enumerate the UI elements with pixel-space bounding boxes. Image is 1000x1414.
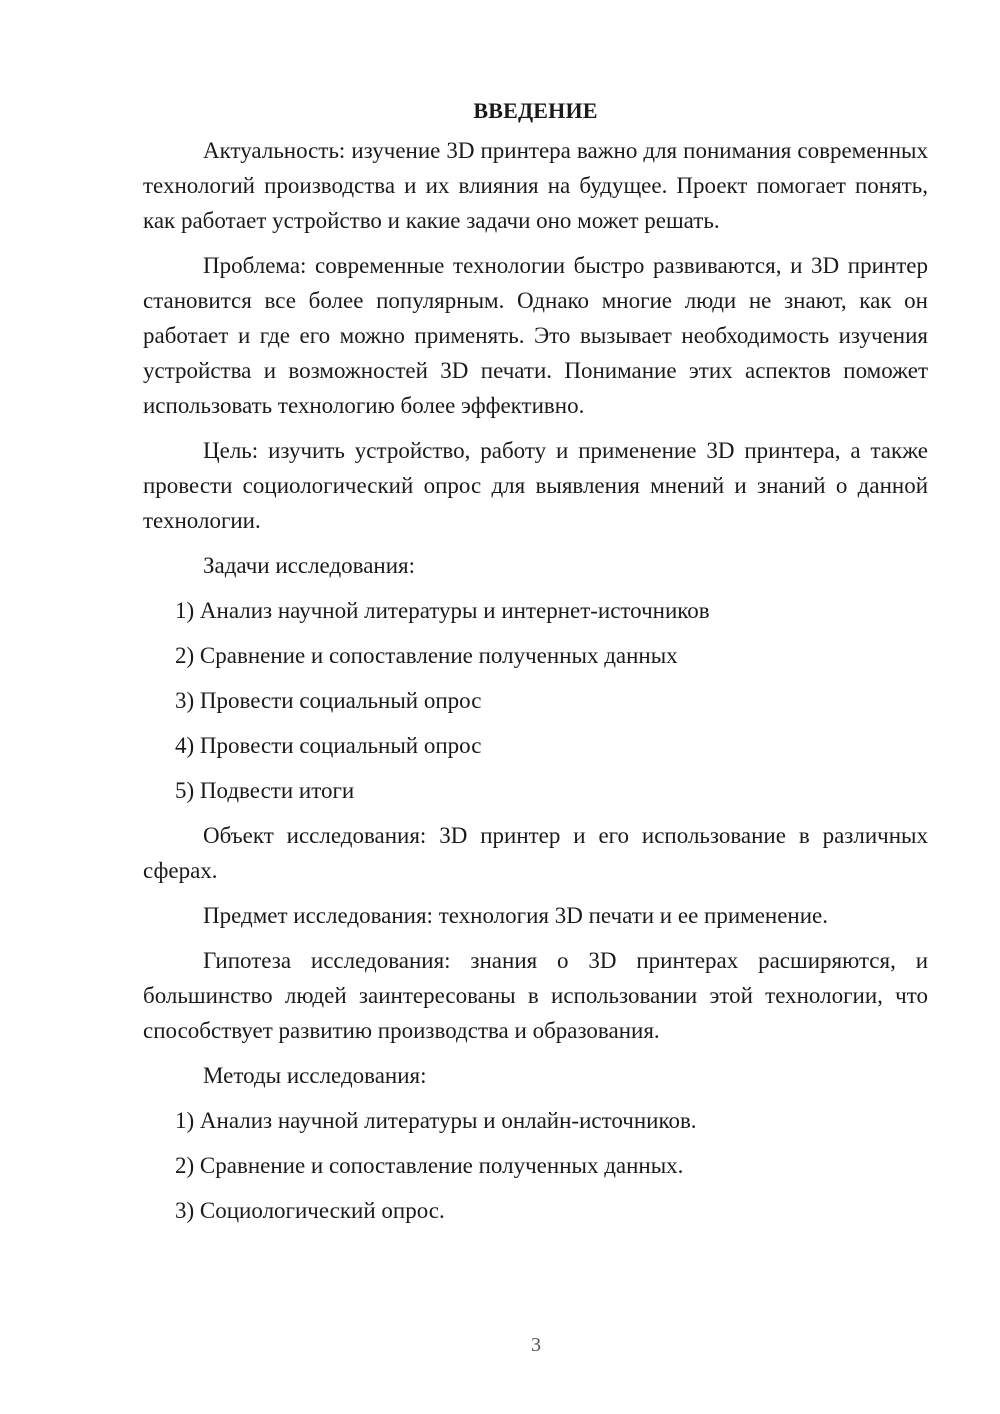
- page-number: 3: [531, 1334, 541, 1356]
- tasks-heading: Задачи исследования:: [203, 553, 416, 578]
- page-content: [143, 93, 928, 1228]
- method-item: 2) Сравнение и сопоставление полученных данных.: [175, 1153, 684, 1178]
- task-item: 2) Сравнение и сопоставление полученных данных: [175, 643, 678, 668]
- relevance-paragraph: Актуальность: изучение 3D принтера важно для понимания современных технологий производства и их влияния на будущее. Проект помогает понять, как работает устройство и какие задачи оно может решать.: [143, 138, 928, 233]
- goal-paragraph: Цель: изучить устройство, работу и применение 3D принтера, а также провести социологический опрос для выявления мнений и знаний о данной технологии.: [143, 438, 928, 533]
- task-item: 1) Анализ научной литературы и интернет-источников: [175, 598, 710, 623]
- hypothesis-paragraph: Гипотеза исследования: знания о 3D принтерах расширяются, и большинство людей заинтересованы в использовании этой технологии, что способствует развитию производства и образования.: [143, 948, 928, 1043]
- task-item: 3) Провести социальный опрос: [175, 688, 482, 713]
- methods-heading: Методы исследования:: [203, 1063, 427, 1088]
- subject-paragraph: Предмет исследования: технология 3D печати и ее применение.: [203, 903, 828, 928]
- problem-paragraph: Проблема: современные технологии быстро развиваются, и 3D принтер становится все более популярным. Однако многие люди не знают, как он работает и где его можно применять. Это вызывает необходимость изучения устройства и возможностей 3D печати. Понимание этих аспектов поможет использовать технологию более эффективно.: [143, 253, 928, 418]
- task-item: 4) Провести социальный опрос: [175, 733, 482, 758]
- method-item: 3) Социологический опрос.: [175, 1198, 445, 1223]
- page-title: ВВЕДЕНИЕ: [473, 98, 598, 123]
- task-item: 5) Подвести итоги: [175, 778, 355, 803]
- method-item: 1) Анализ научной литературы и онлайн-источников.: [175, 1108, 697, 1133]
- object-paragraph: Объект исследования: 3D принтер и его использование в различных сферах.: [143, 823, 928, 883]
